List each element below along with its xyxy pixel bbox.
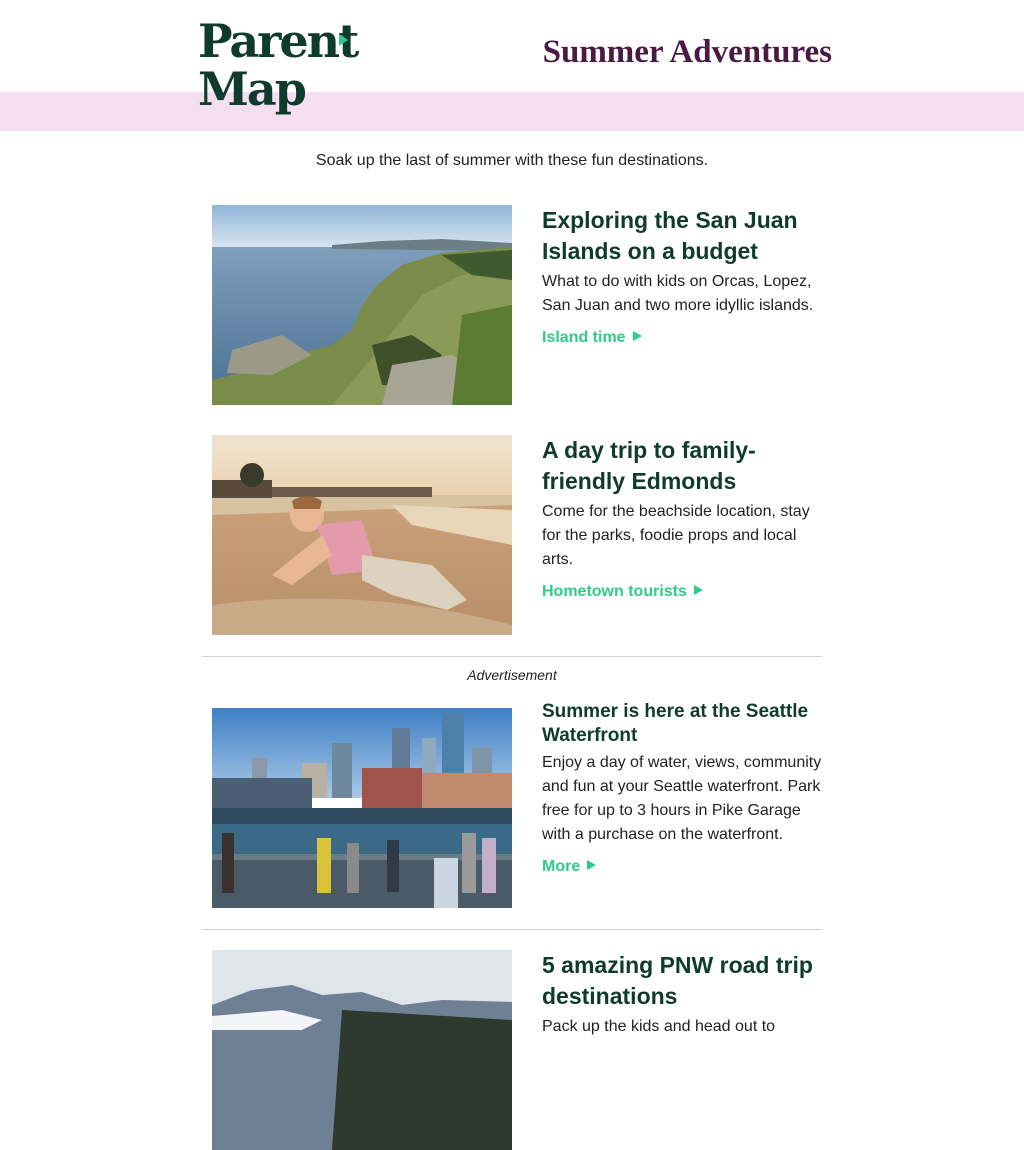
section-divider bbox=[202, 656, 822, 657]
link-label: Hometown tourists bbox=[542, 583, 687, 600]
more-link[interactable] bbox=[542, 858, 596, 876]
email-header bbox=[0, 0, 1024, 116]
article-description: Pack up the kids and head out to bbox=[542, 1018, 776, 1035]
article-text bbox=[542, 205, 824, 347]
play-arrow-icon bbox=[587, 860, 596, 870]
logo-text-line1: Parent bbox=[198, 14, 358, 68]
newsletter-title: Summer Adventures bbox=[542, 34, 832, 70]
island-time-link[interactable] bbox=[542, 329, 642, 347]
article-text bbox=[542, 950, 824, 1039]
hometown-tourists-link[interactable] bbox=[542, 583, 703, 601]
ad-text bbox=[542, 700, 824, 876]
article-title[interactable]: Exploring the San Juan Islands on a budget bbox=[542, 207, 798, 264]
parentmap-logo[interactable] bbox=[198, 14, 358, 120]
ad-description: Enjoy a day of water, views, community and fun at your Seattle waterfront. Park free for up to 3 hours in Pike Garage with a purchase on the waterfront. bbox=[542, 754, 822, 843]
advertisement-label: Advertisement bbox=[467, 667, 557, 683]
san-juan-islands-image[interactable] bbox=[212, 205, 512, 405]
seattle-waterfront-image[interactable] bbox=[212, 708, 512, 908]
logo-text-line2: Map bbox=[198, 62, 305, 116]
logo-triangle-icon bbox=[339, 34, 348, 46]
section-divider bbox=[202, 929, 822, 930]
header-band bbox=[0, 92, 1024, 131]
road-trip-image[interactable] bbox=[212, 950, 512, 1150]
link-label: More bbox=[542, 858, 581, 875]
article-description: Come for the beachside location, stay for the parks, foodie props and local arts. bbox=[542, 503, 810, 568]
link-label: Island time bbox=[542, 329, 626, 346]
play-arrow-icon bbox=[633, 331, 642, 341]
intro-text: Soak up the last of summer with these fun destinations. bbox=[315, 152, 709, 169]
article-text bbox=[542, 435, 824, 601]
article-title[interactable]: 5 amazing PNW road trip destinations bbox=[542, 952, 813, 1009]
play-arrow-icon bbox=[694, 585, 703, 595]
article-description: What to do with kids on Orcas, Lopez, San Juan and two more idyllic islands. bbox=[542, 273, 814, 314]
article-title[interactable]: A day trip to family-friendly Edmonds bbox=[542, 437, 756, 494]
edmonds-beach-image[interactable] bbox=[212, 435, 512, 635]
ad-title[interactable]: Summer is here at the Seattle Waterfront bbox=[542, 701, 809, 746]
